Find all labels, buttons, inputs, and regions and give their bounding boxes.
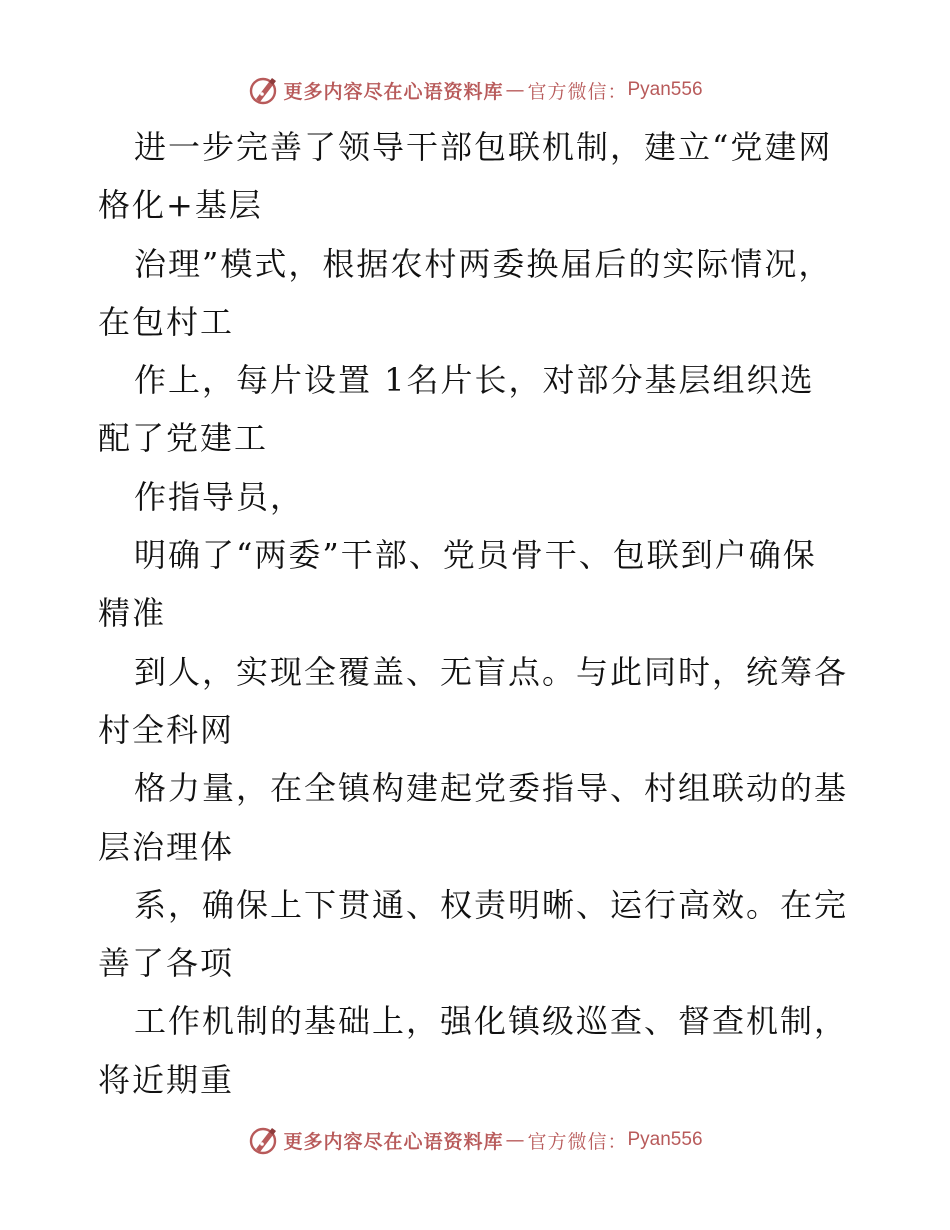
- body-line: 格力量，在全镇构建起党委指导、村组联动的基: [134, 769, 849, 808]
- body-line: 格化+基层: [98, 186, 263, 225]
- watermark-wechat-id: Pyan556: [627, 79, 703, 100]
- footer-watermark: [0, 1120, 950, 1160]
- body-line: 到人，实现全覆盖、无盲点。与此同时，统筹各: [134, 652, 849, 691]
- body-line: 在包村工: [98, 302, 235, 341]
- body-line: 作上，每片设置 1名片长，对部分基层组织选: [134, 361, 815, 400]
- header-watermark: [0, 70, 950, 110]
- body-line: 层治理体: [98, 827, 235, 866]
- body-line: 治理”模式，根据农村两委换届后的实际情况，: [134, 244, 833, 283]
- pen-nib-logo-icon: [247, 1124, 279, 1156]
- watermark-wechat-id: Pyan556: [627, 1129, 703, 1150]
- body-line: 工作机制的基础上，强化镇级巡查、督查机制，: [134, 1002, 849, 1041]
- watermark-site-text: 更多内容尽在心语资料库: [283, 1130, 504, 1153]
- pen-nib-logo-icon: [247, 74, 279, 106]
- body-line: 善了各项: [98, 944, 235, 983]
- body-line: 村全科网: [98, 710, 235, 749]
- body-line: 配了党建工: [98, 419, 269, 458]
- body-line: 系，确保上下贯通、权责明晰、运行高效。在完: [134, 885, 849, 924]
- document-body: [98, 118, 858, 1109]
- body-line: 将近期重: [98, 1060, 235, 1099]
- watermark-dash: —: [505, 79, 526, 101]
- watermark-dash: —: [505, 1129, 526, 1151]
- watermark-official-label: 官方微信：: [527, 80, 628, 103]
- body-line: 精准: [98, 594, 167, 633]
- body-line: 作指导员，: [134, 477, 305, 516]
- watermark-site-text: 更多内容尽在心语资料库: [283, 80, 504, 103]
- body-line: 进一步完善了领导干部包联机制，建立“党建网: [134, 128, 833, 166]
- watermark-official-label: 官方微信：: [527, 1130, 628, 1153]
- body-line: 明确了“两委”干部、党员骨干、包联到户确保: [134, 536, 817, 575]
